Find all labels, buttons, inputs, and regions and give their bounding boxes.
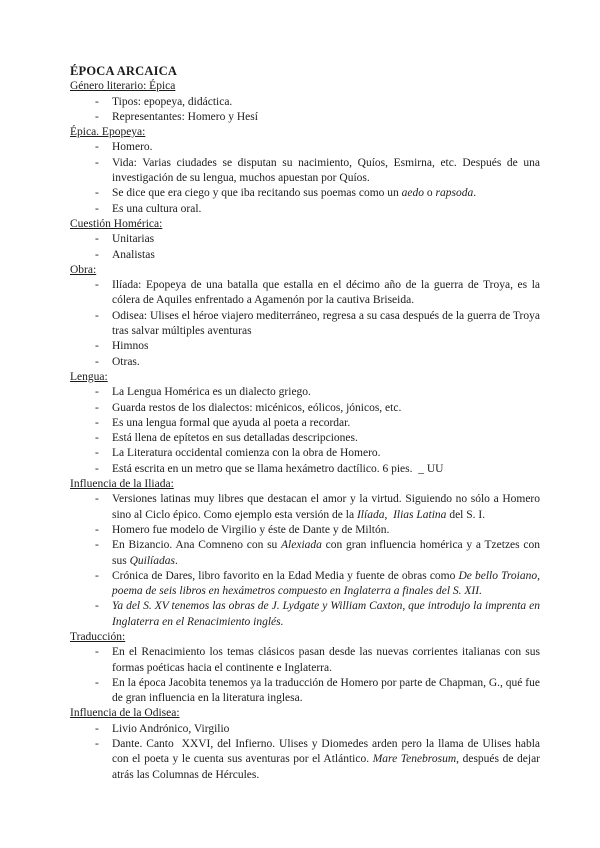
text-run: Homero fue modelo de Virgilio y éste de Dante y de Miltón.	[112, 523, 390, 536]
list-item-text	[112, 493, 540, 520]
list-item	[70, 202, 540, 217]
list-item	[70, 339, 540, 354]
text-run: Vida: Varias ciudades se disputan su nacimiento, Quíos, Esmirna, etc. Después de una investigación de su lengua, muchos apuestan por Quíos.	[112, 156, 540, 185]
bullet-marker: -	[95, 722, 99, 735]
bullet-marker: -	[95, 462, 99, 475]
list-item-text	[112, 356, 140, 368]
text-run: Es una lengua formal que ayuda al poeta a recordar.	[112, 416, 351, 429]
bullet-marker: -	[95, 401, 99, 414]
list-item-text	[112, 570, 540, 597]
bullet-marker: -	[95, 523, 99, 536]
list-item	[70, 140, 540, 155]
list-item-text	[112, 677, 540, 704]
bullet-marker: -	[95, 432, 99, 445]
text-run: La Lengua Homérica es un dialecto griego.	[112, 386, 311, 399]
bullet-marker: -	[95, 447, 99, 460]
bullet-marker: -	[95, 416, 99, 429]
list-item	[70, 355, 540, 370]
list-item	[70, 95, 540, 110]
section	[70, 125, 540, 217]
section	[70, 370, 540, 477]
list-item	[70, 523, 540, 538]
list-item	[70, 538, 540, 569]
list-item-text	[112, 646, 540, 673]
list-item-text	[112, 447, 381, 459]
list-item-text	[112, 141, 153, 153]
text-run: Otras.	[112, 355, 140, 368]
list-item-text	[112, 187, 476, 199]
text-run: Versiones latinas muy libres que destacan el amor y la virtud. Siguiendo no sólo a Homero sino al Ciclo épico. Como ejemplo esta versión de la	[112, 493, 540, 521]
bullet-marker: -	[95, 279, 99, 292]
bullet-marker: -	[95, 569, 99, 582]
section-heading: Influencia de la Odisea:	[70, 707, 180, 720]
list-item-text	[112, 279, 540, 306]
text-run: Dante. Canto XXVI, del Infierno. Ulises y Diomedes arden pero la llama de Ulises habla con el poeta y le cuenta sus aventuras por el Atlántico.	[112, 738, 540, 766]
list-item-text	[112, 600, 540, 627]
italic-text-run: Ilias Latina	[393, 508, 447, 521]
section	[70, 79, 540, 125]
bullet-marker: -	[95, 156, 99, 169]
bullet-marker: -	[95, 187, 99, 200]
section	[70, 477, 540, 630]
text-run: Está escrita en un metro que se llama hexámetro dactílico. 6 pies. _ UU	[112, 462, 444, 475]
text-run: Livio Andrónico, Virgilio	[112, 722, 230, 735]
text-run: Crónica de Dares, libro favorito en la Edad Media y fuente de obras como	[112, 569, 459, 582]
list-item-text	[112, 157, 540, 184]
list-item-text	[112, 463, 443, 475]
list-item	[70, 569, 540, 600]
bullet-marker: -	[95, 95, 99, 108]
bullet-marker: -	[95, 340, 99, 353]
bullet-marker: -	[95, 202, 99, 215]
text-run: La Literatura occidental comienza con la obra de Homero.	[112, 447, 381, 460]
list-item-text	[112, 249, 155, 261]
section-heading: Traducción:	[70, 630, 126, 643]
text-run: Tipos: epopeya, didáctica.	[112, 95, 233, 108]
list-item	[70, 599, 540, 630]
list-item	[70, 156, 540, 187]
list-item-text	[112, 524, 389, 536]
text-run: Homero.	[112, 141, 153, 154]
list-item	[70, 645, 540, 676]
italic-text-run: aedo	[401, 187, 424, 200]
text-run: con gran influencia homérica y a Tzetzes con sus	[112, 539, 540, 567]
section	[70, 630, 540, 706]
bullet-marker: -	[95, 386, 99, 399]
list-item	[70, 722, 540, 737]
list-item	[70, 416, 540, 431]
list-item	[70, 110, 540, 125]
text-run: Analistas	[112, 248, 155, 261]
section-heading: Épica. Epopeya:	[70, 126, 146, 139]
section	[70, 263, 540, 370]
list-item	[70, 248, 540, 263]
text-run: En el Renacimiento los temas clásicos pasan desde las nuevas corrientes italianas con sus formas poéticas hacia el continente e Inglaterra.	[112, 646, 540, 674]
list-item-text	[112, 203, 201, 215]
bullet-marker: -	[95, 738, 99, 751]
text-run: Está llena de epítetos en sus detalladas descripciones.	[112, 432, 358, 445]
text-run: Guarda restos de los dialectos: micénicos, eólicos, jónicos, etc.	[112, 401, 402, 414]
bullet-marker: -	[95, 646, 99, 659]
text-run: Himnos	[112, 340, 149, 353]
section-heading: Obra:	[70, 263, 97, 276]
text-run: Se dice que era ciego y que iba recitando sus poemas como un	[112, 187, 402, 200]
text-run: En Bizancio. Ana Comneno con su	[112, 539, 282, 552]
text-run: del S. I.	[446, 508, 486, 521]
list-item	[70, 492, 540, 523]
section	[70, 217, 540, 263]
list-item-text	[112, 402, 401, 414]
text-run: En la época Jacobita tenemos ya la traducción de Homero por parte de Chapman, G., qué fue de gran influencia en la literatura inglesa.	[112, 676, 540, 705]
list-item-text	[112, 310, 540, 337]
text-run: Odisea: Ulises el héroe viajero mediterráneo, regresa a su casa después de la guerra de Troya tras salvar múltiples aventuras	[112, 309, 540, 338]
italic-text-run: De bello Troiano, poema de seis libros en hexámetros compuesto en Inglaterra a finales del S. XII.	[112, 569, 540, 598]
list-item-text	[112, 432, 358, 444]
text-run: , después de dejar atrás las Columnas de Hércules.	[112, 753, 541, 781]
list-item-text	[112, 738, 540, 781]
page-title: ÉPOCA ARCAICA	[70, 64, 178, 78]
document-body	[70, 79, 540, 783]
list-item	[70, 309, 540, 340]
list-item-text	[112, 539, 540, 566]
bullet-marker: -	[95, 141, 99, 154]
italic-text-run: Ya del S. XV tenemos las obras de J. Lydgate y William Caxton, que introdujo la imprenta en Inglaterra en el Renacimiento inglés.	[112, 600, 540, 628]
text-run: Ilíada: Epopeya de una batalla que estalla en el décimo año de la guerra de Troya, es la cólera de Aquiles enfrentado a Agamenón por la cautiva Briseida.	[112, 279, 540, 307]
list-item	[70, 186, 540, 201]
text-run: .	[174, 554, 178, 567]
section	[70, 706, 540, 782]
bullet-marker: -	[95, 355, 99, 368]
list-item-text	[112, 96, 232, 108]
text-run: ,	[384, 508, 394, 521]
bullet-marker: -	[95, 676, 99, 689]
bullet-marker: -	[95, 110, 99, 123]
list-item-text	[112, 417, 350, 429]
section-heading: Género literario: Épica	[70, 80, 176, 93]
italic-text-run: Alexiada	[281, 539, 322, 552]
list-item	[70, 385, 540, 400]
italic-text-run: Ilíada	[356, 508, 385, 521]
italic-text-run: Mare Tenebrosum	[372, 753, 457, 766]
list-item-text	[112, 233, 154, 245]
text-run: o	[424, 187, 436, 200]
list-item	[70, 401, 540, 416]
section-heading: Influencia de la Iliada:	[70, 478, 174, 491]
list-item	[70, 446, 540, 461]
text-run: Unitarias	[112, 233, 155, 246]
bullet-marker: -	[95, 493, 99, 506]
list-item	[70, 737, 540, 783]
bullet-marker: -	[95, 539, 99, 552]
text-run: .	[473, 187, 477, 200]
list-item	[70, 278, 540, 309]
bullet-marker: -	[95, 233, 99, 246]
list-item	[70, 676, 540, 707]
list-item	[70, 462, 540, 477]
section-heading: Lengua:	[70, 370, 108, 383]
list-item-text	[112, 723, 229, 735]
text-run: Es una cultura oral.	[112, 202, 202, 215]
bullet-marker: -	[95, 309, 99, 322]
list-item	[70, 431, 540, 446]
text-run: Representantes: Homero y Hesí	[112, 110, 258, 123]
list-item-text	[112, 340, 148, 352]
section-heading: Cuestión Homérica:	[70, 217, 163, 230]
bullet-marker: -	[95, 248, 99, 261]
list-item	[70, 232, 540, 247]
italic-text-run: Quilíadas	[129, 554, 175, 567]
italic-text-run: rapsoda	[435, 187, 474, 200]
list-item-text	[112, 386, 311, 398]
list-item-text	[112, 111, 258, 123]
bullet-marker: -	[95, 600, 99, 613]
